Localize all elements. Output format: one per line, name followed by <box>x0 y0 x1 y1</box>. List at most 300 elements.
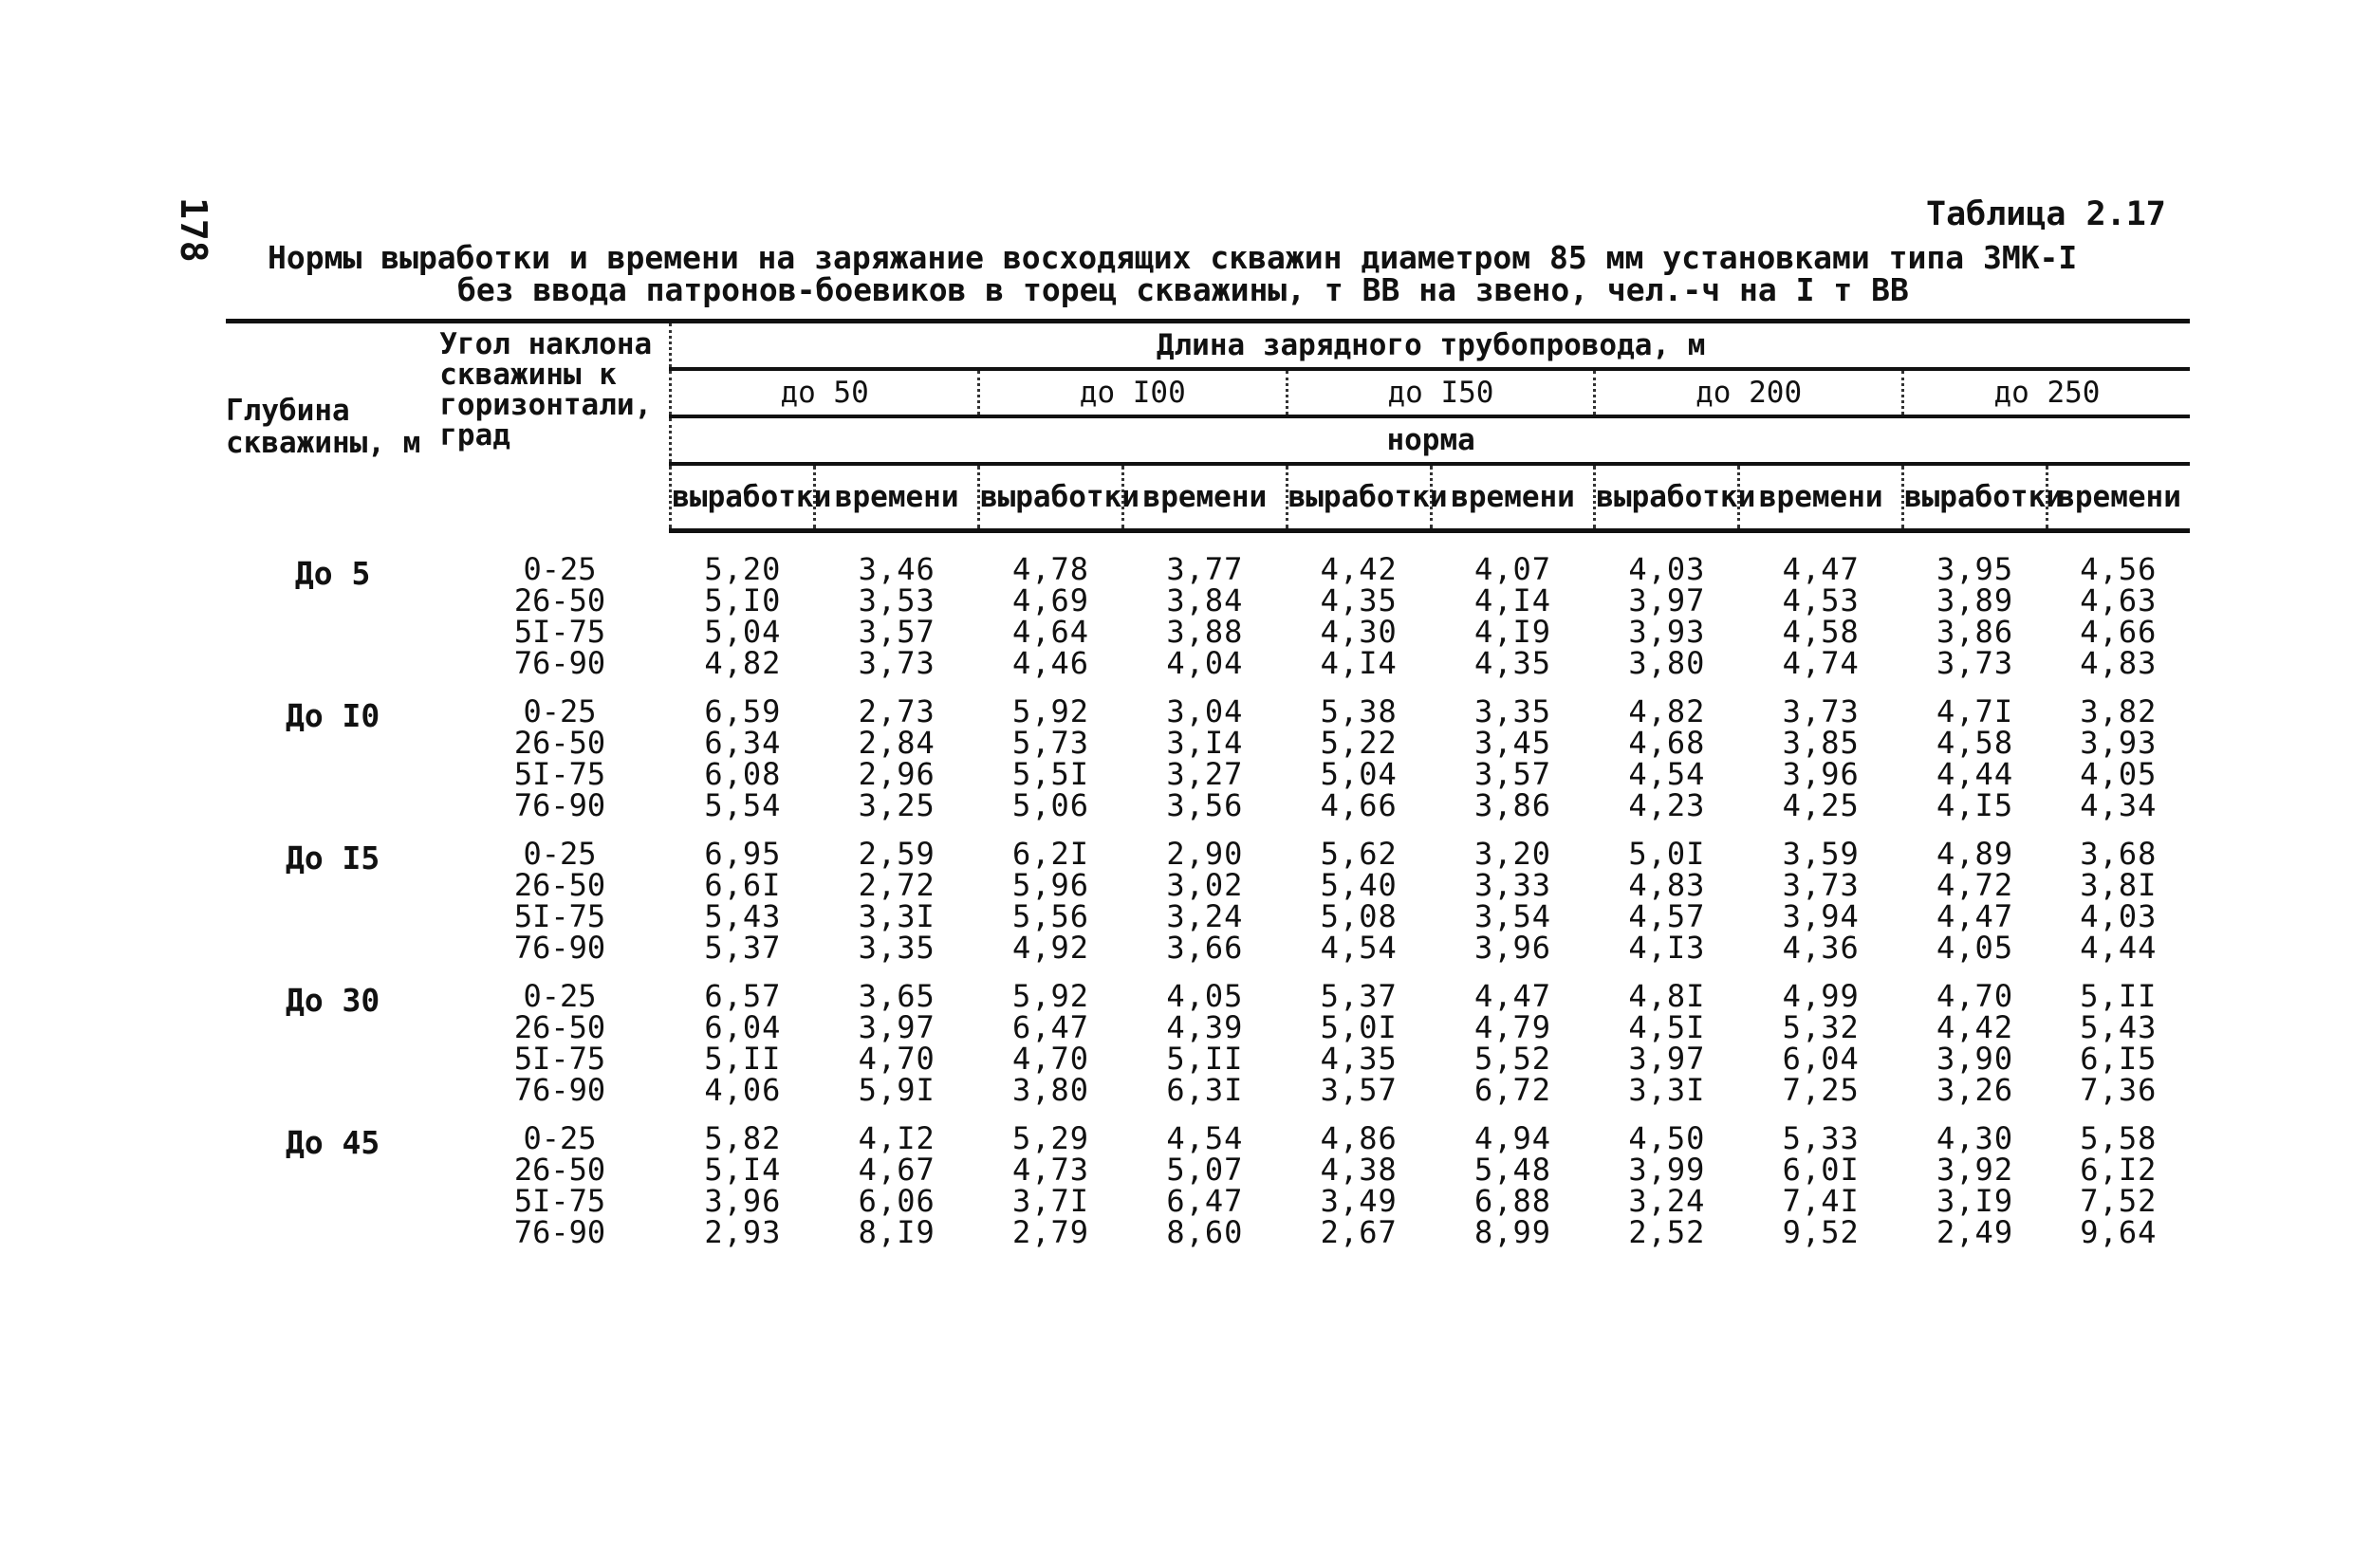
norm-value: 3,94 <box>1782 898 1860 934</box>
norm-value: 4,8I <box>1628 978 1706 1014</box>
sub-header-output: выработки <box>978 464 1122 531</box>
norm-value: 4,70 <box>1936 978 2014 1014</box>
norm-value: 4,03 <box>1628 551 1706 587</box>
title-line-1: Нормы выработки и времени на заряжание восходящих скважин диаметром 85 мм установками типа ЗМК-I <box>268 239 2078 276</box>
norm-value: 4,05 <box>2080 756 2158 792</box>
norm-value: 4,82 <box>1628 693 1706 729</box>
norm-value: 3,04 <box>1166 693 1244 729</box>
norm-value: 4,89 <box>1936 836 2014 872</box>
norm-value: 3,73 <box>1782 693 1860 729</box>
norm-value: 5,9I <box>858 1072 936 1108</box>
norm-value: 3,97 <box>1628 1041 1706 1077</box>
norm-value: 3,45 <box>1474 725 1552 761</box>
norm-value: 3,59 <box>1782 836 1860 872</box>
norm-value: 4,70 <box>1012 1041 1090 1077</box>
norm-value: 3,68 <box>2080 836 2158 872</box>
depth-cell: До 5 <box>294 555 371 592</box>
norm-value: 4,07 <box>1474 551 1552 587</box>
norm-value: 5,48 <box>1474 1152 1552 1188</box>
norm-value: 5,0I <box>1628 836 1706 872</box>
output-cell <box>1902 978 2047 1108</box>
angle-value: 5I-75 <box>513 1041 606 1077</box>
norm-value: 3,7I <box>1012 1183 1090 1219</box>
norm-value: 4,35 <box>1320 1041 1398 1077</box>
table-row <box>226 839 2190 964</box>
output-cell <box>671 693 815 823</box>
norm-value: 6,72 <box>1474 1072 1552 1108</box>
norm-value: 5,20 <box>704 551 782 587</box>
output-cell <box>671 551 815 681</box>
norm-value: 5,22 <box>1320 725 1398 761</box>
norm-value: 3,84 <box>1166 582 1244 618</box>
table-label: Таблица 2.17 <box>1926 195 2166 233</box>
time-cell <box>815 978 978 1108</box>
depth-cell: До 45 <box>285 1124 380 1161</box>
norm-value: 6,47 <box>1012 1009 1090 1045</box>
output-cell <box>978 551 1122 681</box>
norm-value: 5,29 <box>1012 1120 1090 1156</box>
time-cell <box>1739 978 1902 1108</box>
norm-value: 2,73 <box>858 693 936 729</box>
output-cell <box>978 1120 1122 1250</box>
norm-value: 7,52 <box>2080 1183 2158 1219</box>
norm-value: 4,42 <box>1936 1009 2014 1045</box>
norm-value: 4,64 <box>1012 614 1090 650</box>
angle-cell <box>439 551 671 681</box>
norm-value: 7,25 <box>1782 1072 1860 1108</box>
norm-value: 3,02 <box>1166 867 1244 903</box>
time-cell <box>815 836 978 966</box>
norm-value: 3,89 <box>1936 582 2014 618</box>
norm-value: 4,46 <box>1012 645 1090 681</box>
norm-value: 5,92 <box>1012 978 1090 1014</box>
angle-value: 76-90 <box>513 645 606 681</box>
output-cell <box>1287 693 1431 823</box>
norm-value: 2,93 <box>704 1214 782 1250</box>
norm-value: 8,99 <box>1474 1214 1552 1250</box>
norm-value: 4,I4 <box>1320 645 1398 681</box>
norm-value: 3,86 <box>1474 787 1552 823</box>
norm-value: 2,84 <box>858 725 936 761</box>
output-cell <box>1287 978 1431 1108</box>
angle-value: 5I-75 <box>513 898 606 934</box>
time-cell <box>2047 978 2190 1108</box>
norm-value: 3,82 <box>2080 693 2158 729</box>
norm-value: 4,67 <box>858 1152 936 1188</box>
norm-value: 3,86 <box>1936 614 2014 650</box>
norm-value: 4,58 <box>1936 725 2014 761</box>
norm-value: 4,44 <box>2080 930 2158 966</box>
norm-value: 4,54 <box>1320 930 1398 966</box>
norm-value: 4,I3 <box>1628 930 1706 966</box>
norm-value: 5,II <box>1166 1041 1244 1077</box>
norm-value: 5,I4 <box>704 1152 782 1188</box>
norm-value: 3,I4 <box>1166 725 1244 761</box>
angle-value: 76-90 <box>513 1072 606 1108</box>
norm-value: 3,57 <box>1320 1072 1398 1108</box>
sub-header-time: времени <box>1431 464 1594 531</box>
norm-header: норма <box>671 416 2190 464</box>
sub-header-output: выработки <box>671 464 815 531</box>
norm-value: 4,66 <box>1320 787 1398 823</box>
output-cell <box>671 836 815 966</box>
norm-value: 4,73 <box>1012 1152 1090 1188</box>
norm-value: 6,04 <box>1782 1041 1860 1077</box>
norm-value: 4,72 <box>1936 867 2014 903</box>
norm-value: 3,65 <box>858 978 936 1014</box>
norm-value: 5,62 <box>1320 836 1398 872</box>
norm-value: 4,7I <box>1936 693 2014 729</box>
norm-value: 3,46 <box>858 551 936 587</box>
time-cell <box>1123 693 1287 823</box>
norm-value: 6,2I <box>1012 836 1090 872</box>
table-row <box>226 981 2190 1106</box>
time-cell <box>1739 693 1902 823</box>
norm-value: 3,8I <box>2080 867 2158 903</box>
norm-value: 8,60 <box>1166 1214 1244 1250</box>
norm-value: 4,50 <box>1628 1120 1706 1156</box>
norm-value: 5,07 <box>1166 1152 1244 1188</box>
norm-value: 3,80 <box>1012 1072 1090 1108</box>
norms-table <box>226 319 2190 1248</box>
norm-value: 4,66 <box>2080 614 2158 650</box>
time-cell <box>1739 836 1902 966</box>
norm-value: 4,63 <box>2080 582 2158 618</box>
table-row <box>226 1123 2190 1248</box>
norm-value: 2,79 <box>1012 1214 1090 1250</box>
norm-value: 6,0I <box>1782 1152 1860 1188</box>
norm-value: 3,57 <box>858 614 936 650</box>
norm-value: 3,26 <box>1936 1072 2014 1108</box>
angle-value: 76-90 <box>513 1214 606 1250</box>
norm-value: 3,93 <box>1628 614 1706 650</box>
time-cell <box>815 1120 978 1250</box>
angle-value: 26-50 <box>513 1009 606 1045</box>
output-cell <box>1902 836 2047 966</box>
depth-cell: До 30 <box>285 982 380 1019</box>
norm-value: 3,95 <box>1936 551 2014 587</box>
norm-value: 3,3I <box>1628 1072 1706 1108</box>
norm-value: 3,73 <box>1782 867 1860 903</box>
length-header: Длина зарядного трубопровода, м <box>671 322 2190 370</box>
angle-value: 0-25 <box>523 551 597 587</box>
group-header: до 50 <box>671 369 979 416</box>
norm-value: 3,3I <box>858 898 936 934</box>
norm-value: 4,94 <box>1474 1120 1552 1156</box>
norm-value: 4,68 <box>1628 725 1706 761</box>
norm-value: 3,35 <box>858 930 936 966</box>
norm-value: 3,77 <box>1166 551 1244 587</box>
norm-value: 4,30 <box>1320 614 1398 650</box>
sub-header-output: выработки <box>1902 464 2047 531</box>
norm-value: 5,92 <box>1012 693 1090 729</box>
norm-value: 4,30 <box>1936 1120 2014 1156</box>
norm-value: 5,0I <box>1320 1009 1398 1045</box>
norm-value: 3,20 <box>1474 836 1552 872</box>
output-cell <box>978 836 1122 966</box>
norm-value: 4,I2 <box>858 1120 936 1156</box>
norm-value: 5,5I <box>1012 756 1090 792</box>
norm-value: 4,23 <box>1628 787 1706 823</box>
angle-cell <box>439 1120 671 1250</box>
norm-value: 6,57 <box>704 978 782 1014</box>
norm-value: 4,69 <box>1012 582 1090 618</box>
norm-value: 3,96 <box>704 1183 782 1219</box>
time-cell <box>1739 551 1902 681</box>
time-cell <box>1123 836 1287 966</box>
norm-value: 6,06 <box>858 1183 936 1219</box>
time-cell <box>2047 1120 2190 1250</box>
norm-value: 3,73 <box>858 645 936 681</box>
norm-value: 5,43 <box>2080 1009 2158 1045</box>
output-cell <box>1287 836 1431 966</box>
output-cell <box>1902 693 2047 823</box>
norm-value: 2,67 <box>1320 1214 1398 1250</box>
norm-value: 5,38 <box>1320 693 1398 729</box>
output-cell <box>978 693 1122 823</box>
table-row <box>226 696 2190 821</box>
angle-cell <box>439 693 671 823</box>
norm-value: 4,47 <box>1474 978 1552 1014</box>
norm-value: 3,88 <box>1166 614 1244 650</box>
title-line-2: без ввода патронов-боевиков в торец скважины, т ВВ на звено, чел.-ч на I т ВВ <box>457 271 1909 308</box>
norm-value: 5,96 <box>1012 867 1090 903</box>
norm-value: 3,35 <box>1474 693 1552 729</box>
norm-value: 2,96 <box>858 756 936 792</box>
time-cell <box>1431 693 1594 823</box>
norm-value: 4,39 <box>1166 1009 1244 1045</box>
output-cell <box>1595 836 1739 966</box>
group-header: до 200 <box>1595 369 1903 416</box>
sub-header-output: выработки <box>1287 464 1431 531</box>
norm-value: 5,08 <box>1320 898 1398 934</box>
norm-value: 6,3I <box>1166 1072 1244 1108</box>
norm-value: 4,05 <box>1166 978 1244 1014</box>
angle-value: 26-50 <box>513 582 606 618</box>
norm-value: 5,82 <box>704 1120 782 1156</box>
norm-value: 5,II <box>2080 978 2158 1014</box>
output-cell <box>1595 978 1739 1108</box>
angle-value: 26-50 <box>513 1152 606 1188</box>
time-cell <box>2047 551 2190 681</box>
norm-value: 3,66 <box>1166 930 1244 966</box>
norm-value: 6,6I <box>704 867 782 903</box>
norm-value: 4,04 <box>1166 645 1244 681</box>
time-cell <box>1123 978 1287 1108</box>
norm-value: 4,I5 <box>1936 787 2014 823</box>
time-cell <box>2047 693 2190 823</box>
page-number: 178 <box>173 197 214 263</box>
norm-value: 5,54 <box>704 787 782 823</box>
norm-value: 4,42 <box>1320 551 1398 587</box>
norm-value: 3,99 <box>1628 1152 1706 1188</box>
angle-header: Угол наклона скважины к горизонтали, град <box>439 322 671 531</box>
norm-value: 4,36 <box>1782 930 1860 966</box>
angle-value: 0-25 <box>523 693 597 729</box>
norm-value: 5,II <box>704 1041 782 1077</box>
norm-value: 3,96 <box>1474 930 1552 966</box>
norm-value: 5,04 <box>1320 756 1398 792</box>
output-cell <box>671 978 815 1108</box>
norm-value: 3,90 <box>1936 1041 2014 1077</box>
time-cell <box>1431 551 1594 681</box>
sub-header-output: выработки <box>1595 464 1739 531</box>
norm-value: 3,92 <box>1936 1152 2014 1188</box>
norm-value: 3,I9 <box>1936 1183 2014 1219</box>
norm-value: 5,58 <box>2080 1120 2158 1156</box>
norm-value: 2,59 <box>858 836 936 872</box>
norm-value: 4,70 <box>858 1041 936 1077</box>
norm-value: 3,57 <box>1474 756 1552 792</box>
norm-value: 5,37 <box>704 930 782 966</box>
norm-value: 3,53 <box>858 582 936 618</box>
norm-value: 4,83 <box>1628 867 1706 903</box>
time-cell <box>1431 978 1594 1108</box>
sub-header-time: времени <box>815 464 978 531</box>
norm-value: 3,24 <box>1166 898 1244 934</box>
norm-value: 4,54 <box>1166 1120 1244 1156</box>
output-cell <box>1287 551 1431 681</box>
angle-value: 5I-75 <box>513 614 606 650</box>
norm-value: 5,04 <box>704 614 782 650</box>
norm-value: 4,57 <box>1628 898 1706 934</box>
norm-value: 9,52 <box>1782 1214 1860 1250</box>
norm-value: 4,56 <box>2080 551 2158 587</box>
norm-value: 4,47 <box>1936 898 2014 934</box>
angle-value: 76-90 <box>513 787 606 823</box>
angle-cell <box>439 836 671 966</box>
group-header: до 250 <box>1902 369 2190 416</box>
norm-value: 4,92 <box>1012 930 1090 966</box>
norm-value: 4,25 <box>1782 787 1860 823</box>
output-cell <box>978 978 1122 1108</box>
norm-value: 4,86 <box>1320 1120 1398 1156</box>
norm-value: 4,99 <box>1782 978 1860 1014</box>
norm-value: 3,56 <box>1166 787 1244 823</box>
norm-value: 7,4I <box>1782 1183 1860 1219</box>
norm-value: 4,82 <box>704 645 782 681</box>
norm-value: 5,I0 <box>704 582 782 618</box>
norm-value: 6,47 <box>1166 1183 1244 1219</box>
output-cell <box>1595 551 1739 681</box>
norm-value: 4,I9 <box>1474 614 1552 650</box>
norm-value: 4,44 <box>1936 756 2014 792</box>
norm-value: 9,64 <box>2080 1214 2158 1250</box>
norm-value: 3,49 <box>1320 1183 1398 1219</box>
norm-value: 4,74 <box>1782 645 1860 681</box>
header-row-1 <box>226 322 2190 370</box>
norm-value: 3,73 <box>1936 645 2014 681</box>
norm-value: 2,72 <box>858 867 936 903</box>
table-body <box>226 322 2190 1249</box>
output-cell <box>671 1120 815 1250</box>
norm-value: 4,35 <box>1474 645 1552 681</box>
time-cell <box>1739 1120 1902 1250</box>
norm-value: 6,04 <box>704 1009 782 1045</box>
time-cell <box>815 551 978 681</box>
output-cell <box>1902 551 2047 681</box>
output-cell <box>1595 693 1739 823</box>
norm-value: 4,35 <box>1320 582 1398 618</box>
norm-value: 3,80 <box>1628 645 1706 681</box>
norm-value: 4,05 <box>1936 930 2014 966</box>
time-cell <box>2047 836 2190 966</box>
time-cell <box>1431 1120 1594 1250</box>
time-cell <box>815 693 978 823</box>
depth-cell: До I0 <box>285 697 380 734</box>
norm-value: 2,52 <box>1628 1214 1706 1250</box>
norm-value: 3,27 <box>1166 756 1244 792</box>
angle-value: 0-25 <box>523 1120 597 1156</box>
group-header: до I00 <box>978 369 1287 416</box>
norm-value: 4,78 <box>1012 551 1090 587</box>
norm-value: 4,03 <box>2080 898 2158 934</box>
norm-value: 3,97 <box>1628 582 1706 618</box>
norm-value: 6,95 <box>704 836 782 872</box>
norm-value: 5,56 <box>1012 898 1090 934</box>
norm-value: 4,58 <box>1782 614 1860 650</box>
time-cell <box>1123 551 1287 681</box>
angle-value: 5I-75 <box>513 756 606 792</box>
norm-value: 3,54 <box>1474 898 1552 934</box>
angle-value: 26-50 <box>513 867 606 903</box>
norm-value: 5,06 <box>1012 787 1090 823</box>
time-cell <box>1123 1120 1287 1250</box>
table-row <box>226 554 2190 679</box>
norm-value: 6,59 <box>704 693 782 729</box>
norm-value: 3,24 <box>1628 1183 1706 1219</box>
angle-value: 5I-75 <box>513 1183 606 1219</box>
time-cell <box>1431 836 1594 966</box>
depth-header: Глубина скважины, м <box>226 322 439 531</box>
angle-value: 26-50 <box>513 725 606 761</box>
norm-value: 2,90 <box>1166 836 1244 872</box>
norm-value: 4,34 <box>2080 787 2158 823</box>
norm-value: 6,I5 <box>2080 1041 2158 1077</box>
sub-header-time: времени <box>1123 464 1287 531</box>
table-title <box>268 239 2222 308</box>
norm-value: 7,36 <box>2080 1072 2158 1108</box>
norm-value: 4,5I <box>1628 1009 1706 1045</box>
norm-value: 5,43 <box>704 898 782 934</box>
output-cell <box>1287 1120 1431 1250</box>
angle-value: 76-90 <box>513 930 606 966</box>
norm-value: 4,54 <box>1628 756 1706 792</box>
norm-value: 2,49 <box>1936 1214 2014 1250</box>
norm-value: 3,33 <box>1474 867 1552 903</box>
norm-value: 6,08 <box>704 756 782 792</box>
norm-value: 6,34 <box>704 725 782 761</box>
norm-value: 4,83 <box>2080 645 2158 681</box>
norm-value: 8,I9 <box>858 1214 936 1250</box>
norm-value: 5,32 <box>1782 1009 1860 1045</box>
angle-value: 0-25 <box>523 978 597 1014</box>
norm-value: 6,88 <box>1474 1183 1552 1219</box>
norm-value: 4,06 <box>704 1072 782 1108</box>
norm-value: 3,93 <box>2080 725 2158 761</box>
norm-value: 6,I2 <box>2080 1152 2158 1188</box>
norm-value: 4,I4 <box>1474 582 1552 618</box>
norm-value: 3,96 <box>1782 756 1860 792</box>
norm-value: 5,37 <box>1320 978 1398 1014</box>
angle-cell <box>439 978 671 1108</box>
norm-value: 5,33 <box>1782 1120 1860 1156</box>
sub-header-time: времени <box>1739 464 1902 531</box>
norm-value: 4,79 <box>1474 1009 1552 1045</box>
angle-value: 0-25 <box>523 836 597 872</box>
depth-cell: До I5 <box>285 839 380 876</box>
norm-value: 3,25 <box>858 787 936 823</box>
